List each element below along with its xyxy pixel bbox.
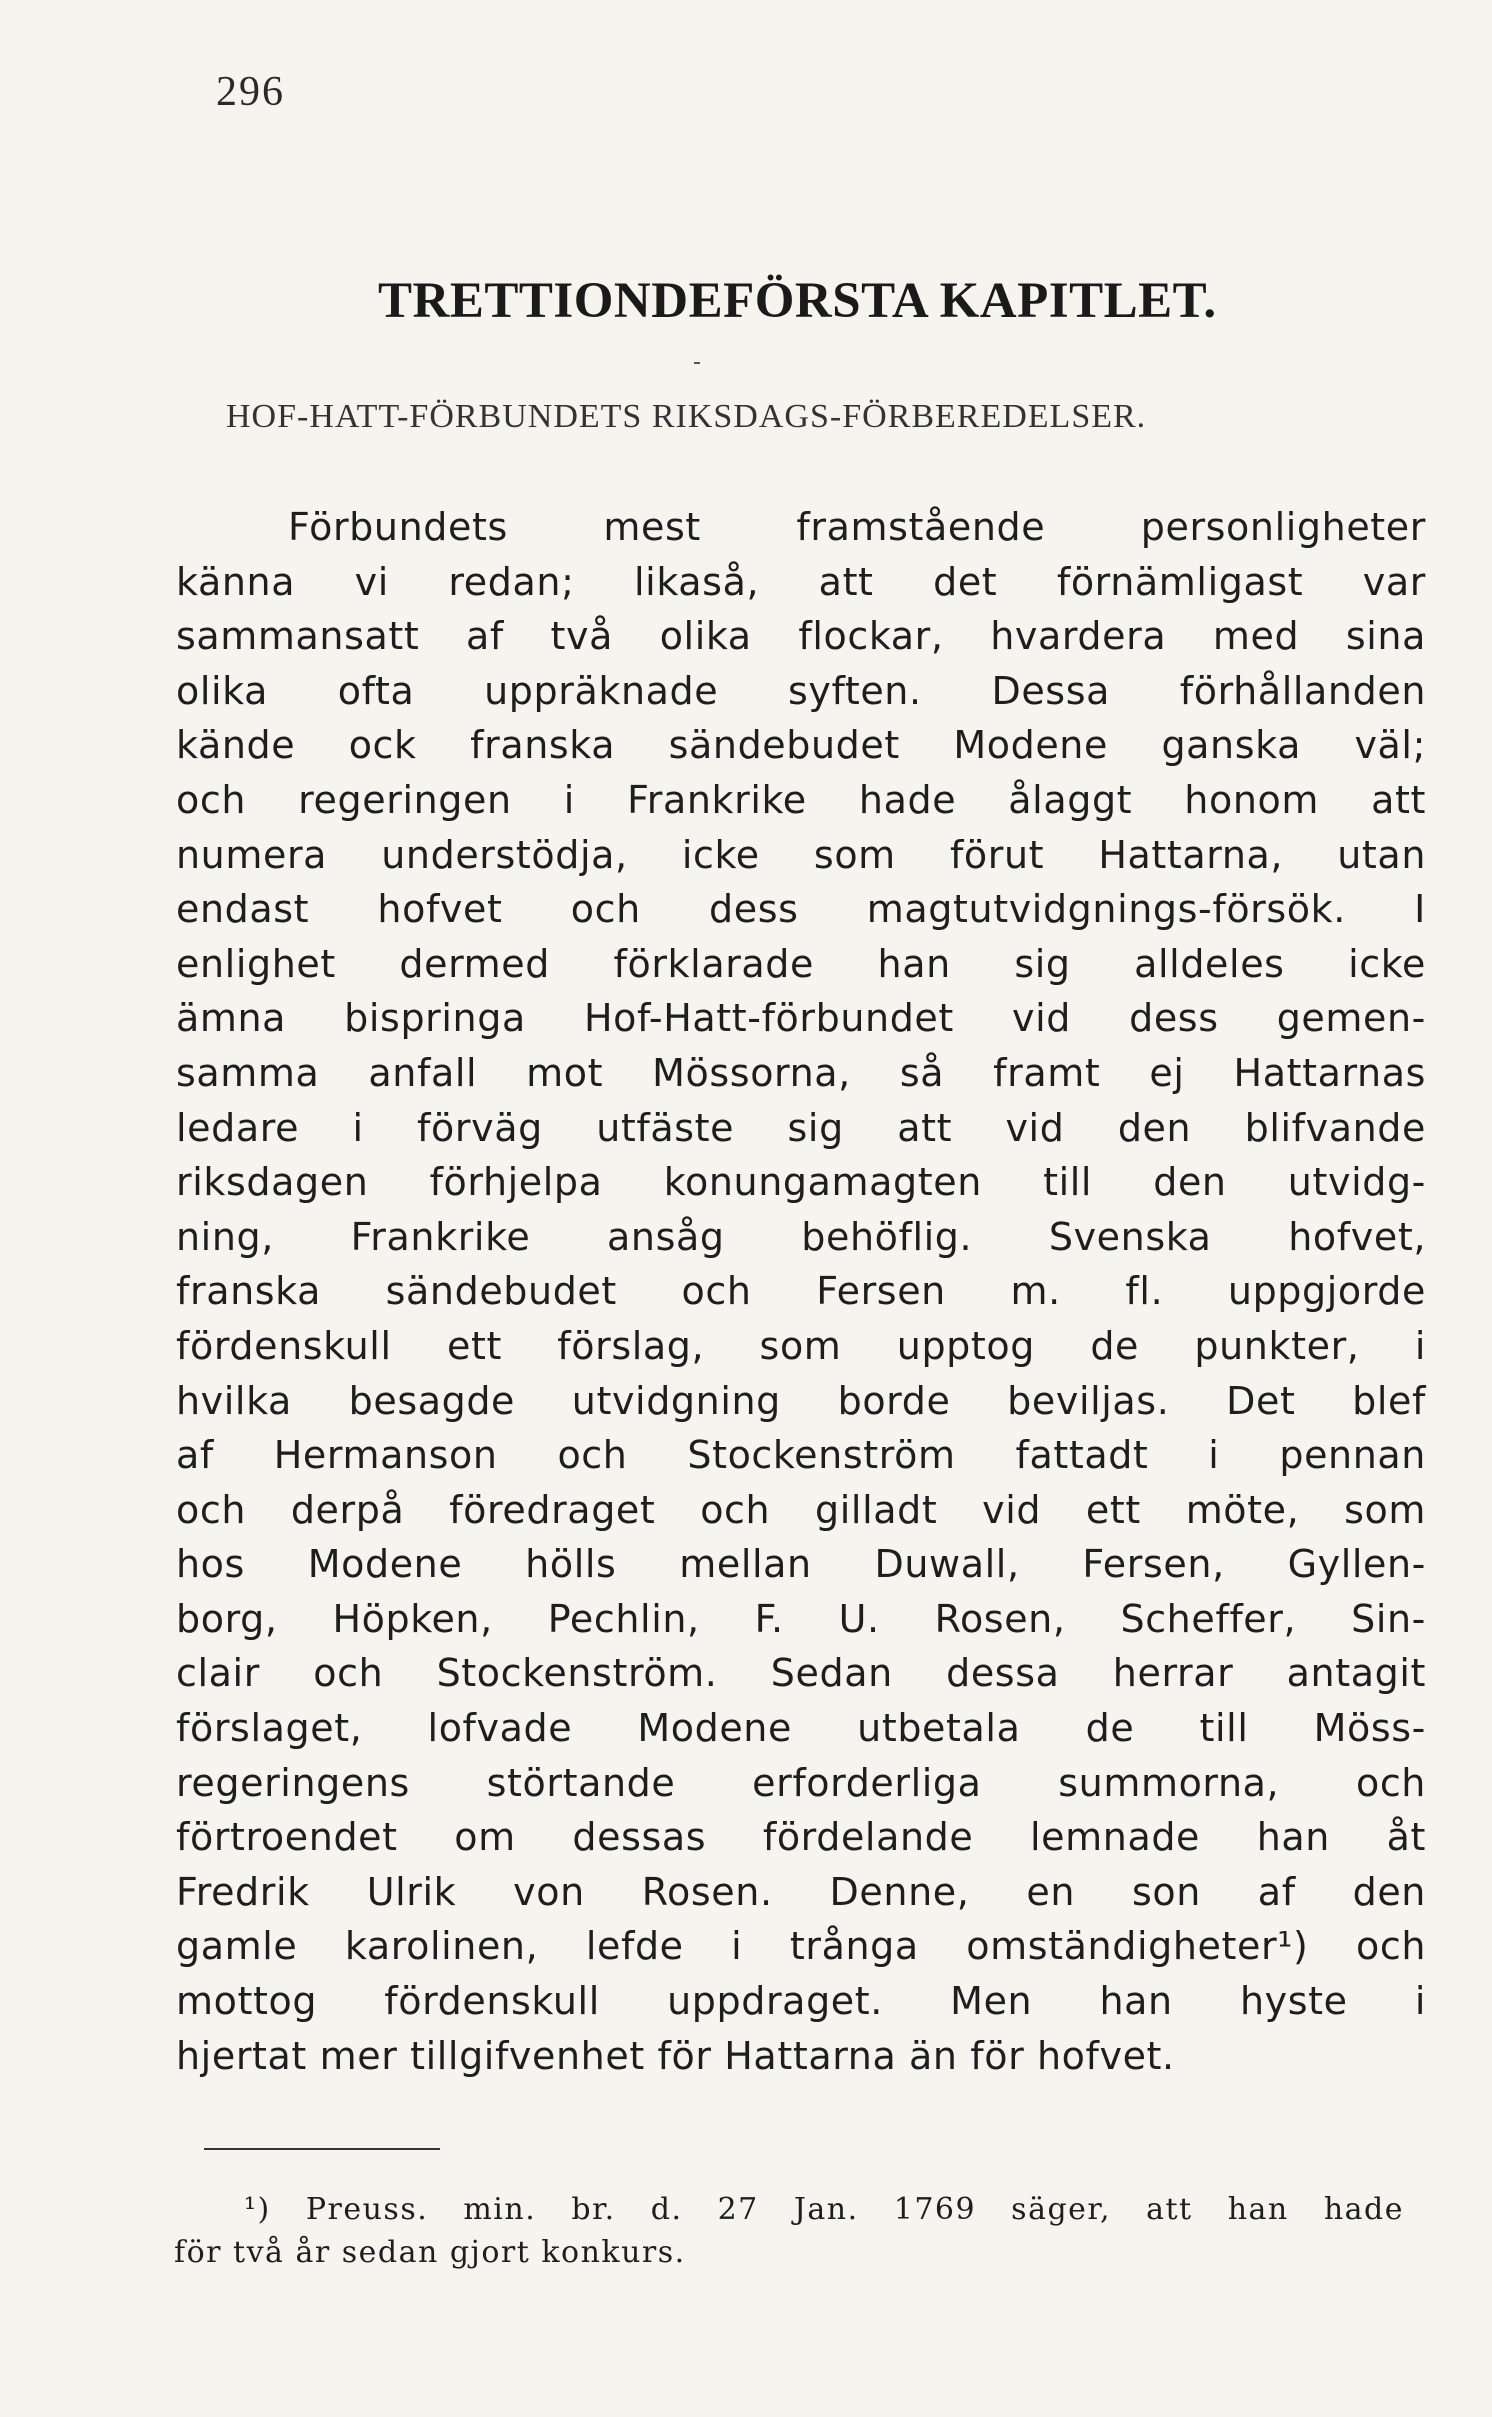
body-line: endast hofvet och dess magtutvidgnings-försök. I — [176, 887, 1426, 932]
body-line: franska sändebudet och Fersen m. fl. uppgjorde — [176, 1269, 1426, 1314]
body-line: gamle karolinen, lefde i trånga omständigheter¹) och — [176, 1924, 1426, 1969]
body-line: mottog fördenskull uppdraget. Men han hyste i — [176, 1979, 1426, 2024]
body-line: samma anfall mot Mössorna, så framt ej Hattarnas — [176, 1050, 1426, 1095]
body-line: hjertat mer tillgifvenhet för Hattarna än för hofvet. — [176, 2033, 1175, 2078]
body-line: ning, Frankrike ansåg behöflig. Svenska hofvet, — [176, 1214, 1426, 1259]
body-line: ledare i förväg utfäste sig att vid den blifvande — [176, 1105, 1426, 1150]
body-line: hvilka besagde utvidgning borde beviljas. Det blef — [176, 1378, 1426, 1423]
body-line: Förbundets mest framstående personligheter — [288, 505, 1426, 549]
body-line: numera understödja, icke som förut Hattarna, utan — [176, 832, 1426, 877]
footnote-line: för två år sedan gjort konkurs. — [174, 2235, 686, 2270]
footnote-rule — [204, 2148, 440, 2150]
footnote-line: ¹) Preuss. min. br. d. 27 Jan. 1769 säger, att han hade — [244, 2192, 1404, 2227]
body-line: olika ofta uppräknade syften. Dessa förhållanden — [176, 668, 1426, 713]
body-line: regeringens störtande erforderliga summorna, och — [176, 1760, 1426, 1805]
footnotes — [174, 2188, 1404, 2274]
body-line: känna vi redan; likaså, att det förnämligast var — [176, 559, 1426, 604]
chapter-title-rule — [694, 362, 700, 364]
body-line: fördenskull ett förslag, som upptog de punkter, i — [176, 1323, 1426, 1368]
body-text — [176, 500, 1426, 2083]
body-line: kände ock franska sändebudet Modene ganska väl; — [176, 723, 1426, 768]
body-line: och derpå föredraget och gilladt vid ett möte, som — [176, 1487, 1426, 1532]
chapter-title: TRETTIONDEFÖRSTA KAPITLET. — [378, 273, 1217, 329]
page-number: 296 — [216, 69, 285, 115]
body-line: förslaget, lofvade Modene utbetala de till Möss- — [176, 1706, 1426, 1751]
body-line: riksdagen förhjelpa konungamagten till den utvidg- — [176, 1160, 1426, 1205]
body-line: Fredrik Ulrik von Rosen. Denne, en son af den — [176, 1869, 1426, 1914]
body-line: förtroendet om dessas fördelande lemnade han åt — [176, 1815, 1426, 1860]
body-line: enlighet dermed förklarade han sig alldeles icke — [176, 941, 1426, 986]
chapter-subtitle: HOF-HATT-FÖRBUNDETS RIKSDAGS-FÖRBEREDELSER. — [226, 398, 1147, 435]
body-line: hos Modene hölls mellan Duwall, Fersen, Gyllen- — [176, 1542, 1426, 1587]
body-line: af Hermanson och Stockenström fattadt i pennan — [176, 1433, 1426, 1478]
body-line: sammansatt af två olika flockar, hvardera med sina — [176, 614, 1426, 659]
body-line: ämna bispringa Hof-Hatt-förbundet vid dess gemen- — [176, 996, 1426, 1041]
body-line: och regeringen i Frankrike hade ålaggt honom att — [176, 777, 1426, 822]
body-line: clair och Stockenström. Sedan dessa herrar antagit — [176, 1651, 1426, 1696]
body-line: borg, Höpken, Pechlin, F. U. Rosen, Scheffer, Sin- — [176, 1596, 1426, 1641]
